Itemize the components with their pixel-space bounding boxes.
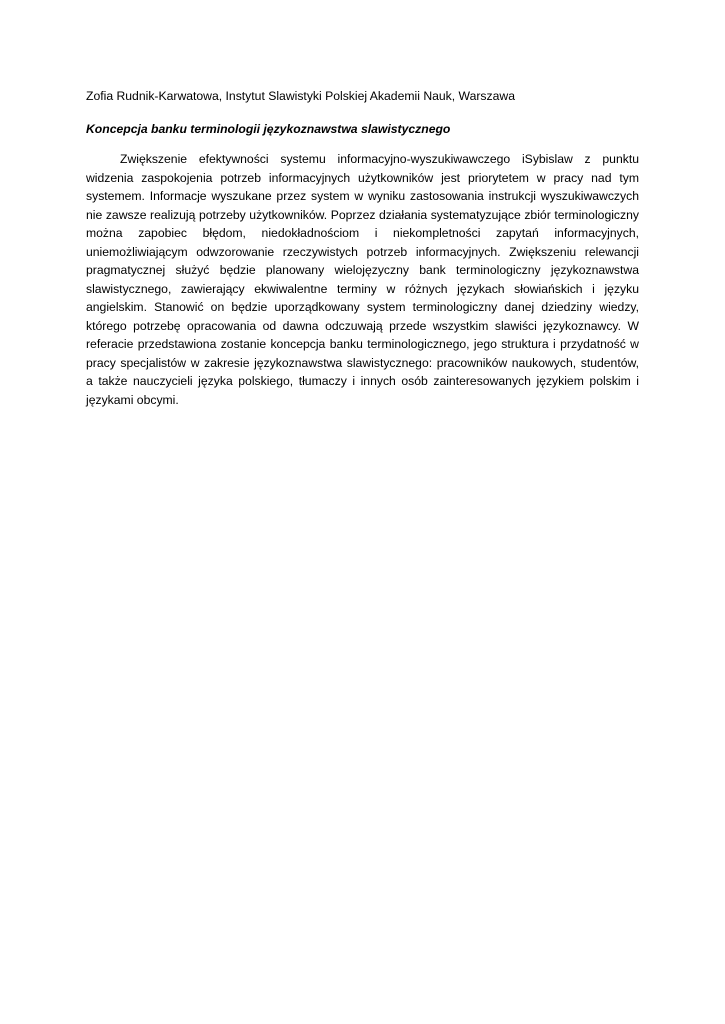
author-affiliation: Zofia Rudnik-Karwatowa, Instytut Slawistyki Polskiej Akademii Nauk, Warszawa: [86, 89, 515, 103]
document-title: Koncepcja banku terminologii językoznawstwa slawistycznego: [86, 122, 451, 136]
abstract-paragraph: Zwiększenie efektywności systemu informacyjno-wyszukiwawczego iSybislaw z punktu widzenia zaspokojenia potrzeb informacyjnych użytkowników jest priorytetem w pracy nad tym systemem. Informacje wyszukane przez system w wyniku zastosowania instrukcji wyszukiwawczych nie zawsze realizują potrzeby użytkowników. Poprzez działania systematyzujące zbiór terminologiczny można zapobiec błędom, niedokładnościom i niekompletności zapytań informacyjnych, uniemożliwiającym odwzorowanie rzeczywistych potrzeb informacyjnych. Zwiększeniu relewancji pragmatycznej służyć będzie planowany wielojęzyczny bank terminologiczny językoznawstwa slawistycznego, zawierający ekwiwalentne terminy w różnych językach słowiańskich i języku angielskim. Stanowić on będzie uporządkowany system terminologiczny danej dziedziny wiedzy, którego potrzebę opracowania od dawna odczuwają przede wszystkim slawiści językoznawcy. W referacie przedstawiona zostanie koncepcja banku terminologicznego, jego struktura i przydatność w pracy specjalistów w zakresie językoznawstwa slawistycznego: pracowników naukowych, studentów, a także nauczycieli języka polskiego, tłumaczy i innych osób zainteresowanych językiem polskim i językami obcymi.: [86, 152, 639, 407]
